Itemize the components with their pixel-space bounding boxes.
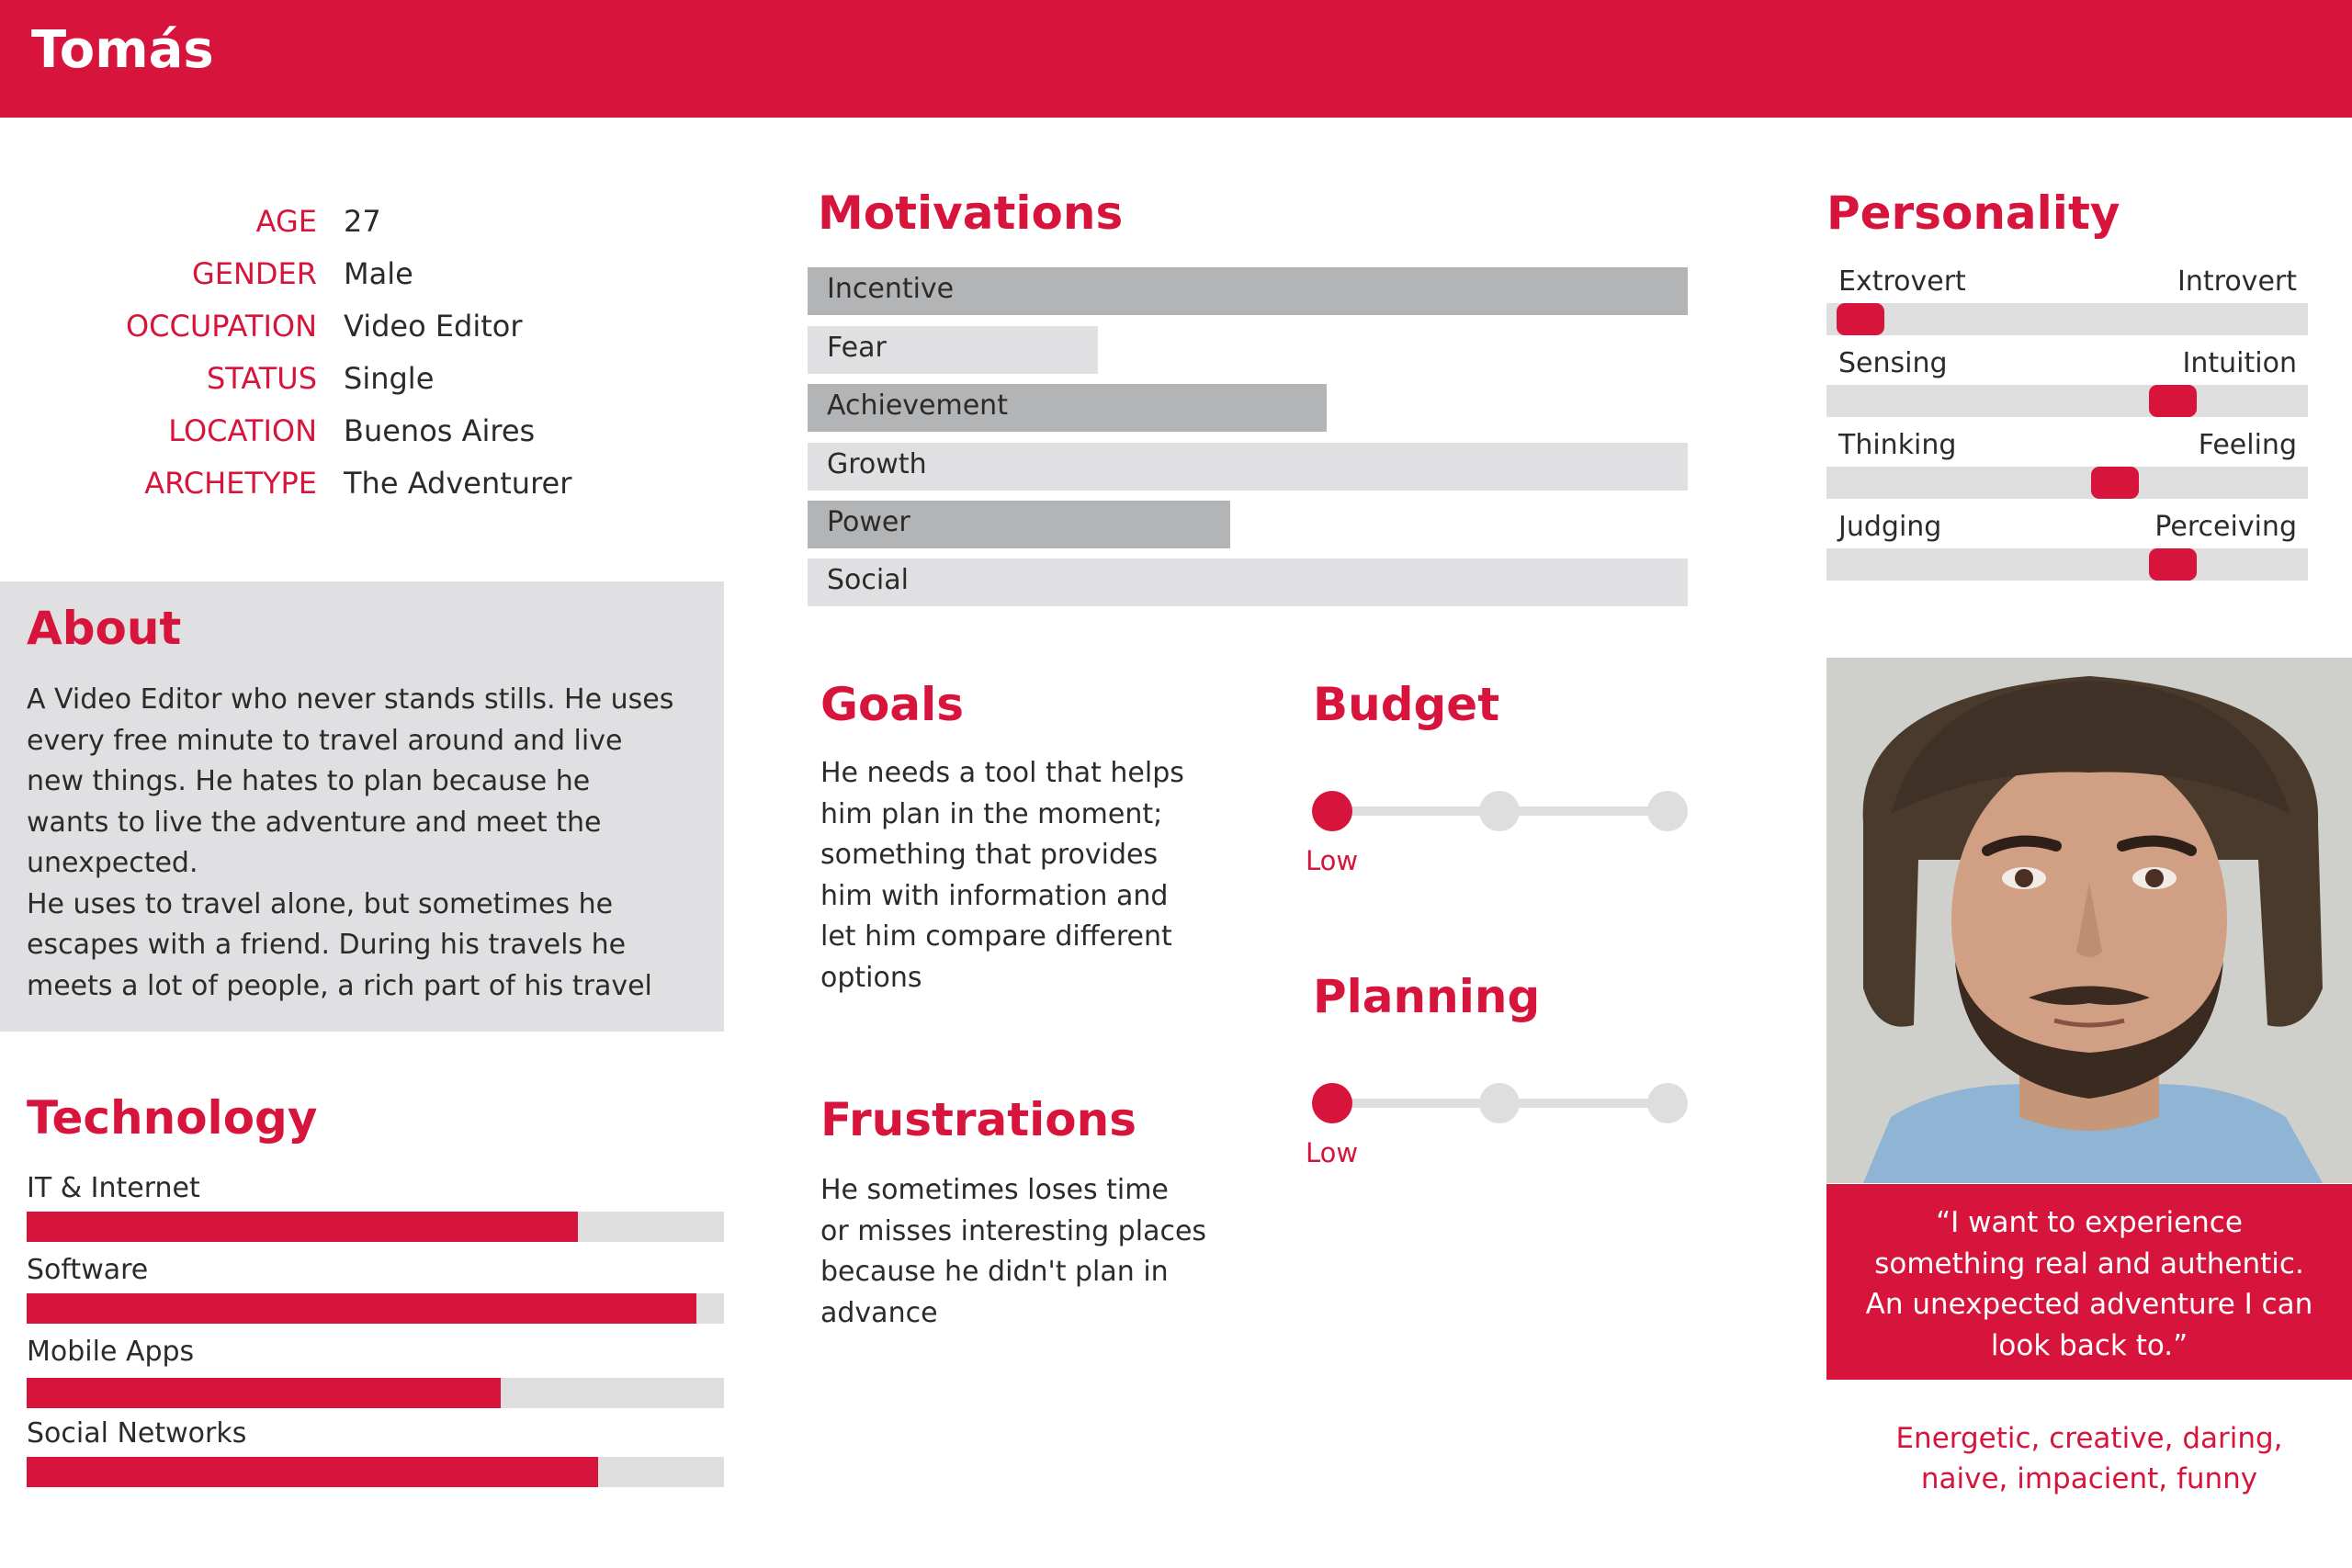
personality-slider-thumb xyxy=(1837,303,1884,335)
info-value: Buenos Aires xyxy=(344,413,536,448)
motivation-label: Achievement xyxy=(827,389,1008,422)
info-label: AGE xyxy=(255,204,317,239)
goals-line: options xyxy=(820,961,922,994)
motivation-label: Fear xyxy=(827,332,887,364)
motivation-label: Growth xyxy=(827,448,927,480)
motivation-bar xyxy=(808,558,1688,606)
info-label: OCCUPATION xyxy=(125,309,317,344)
info-row-occupation xyxy=(0,309,698,355)
about-line: wants to live the adventure and meet the xyxy=(27,806,602,839)
quote-line: An unexpected adventure I can xyxy=(1865,1288,2313,1321)
info-row-status xyxy=(0,361,698,407)
personality-right-label: Intuition xyxy=(2182,347,2297,379)
info-label: ARCHETYPE xyxy=(144,466,317,501)
tech-label: Software xyxy=(27,1254,149,1286)
planning-scale-dot xyxy=(1647,1083,1688,1123)
planning-scale-dot xyxy=(1479,1083,1520,1123)
frustrations-line: because he didn't plan in xyxy=(820,1256,1169,1288)
quote-line: something real and authentic. xyxy=(1874,1247,2304,1280)
persona-photo xyxy=(1826,658,2352,1183)
tech-label: Social Networks xyxy=(27,1417,247,1450)
about-text xyxy=(27,680,716,1007)
motivation-bar xyxy=(808,443,1688,491)
about-line: He uses to travel alone, but sometimes he xyxy=(27,887,614,920)
goals-line: him with information and xyxy=(820,879,1169,912)
quote-line: “I want to experience xyxy=(1936,1206,2243,1239)
motivation-bar xyxy=(808,326,1098,374)
quote-line: look back to.” xyxy=(1990,1328,2188,1362)
budget-scale-dot xyxy=(1647,791,1688,831)
info-value: 27 xyxy=(344,204,381,239)
planning-title: Planning xyxy=(1313,970,1541,1023)
goals-line: He needs a tool that helps xyxy=(820,757,1184,789)
tech-bar-fill xyxy=(27,1457,598,1487)
motivation-bar-fill xyxy=(808,558,1688,606)
personality-slider-track xyxy=(1826,548,2308,581)
info-label: LOCATION xyxy=(168,413,317,448)
tech-label: IT & Internet xyxy=(27,1172,200,1204)
planning-caption: Low xyxy=(1306,1137,1359,1168)
frustrations-title: Frustrations xyxy=(820,1093,1137,1146)
technology-title: Technology xyxy=(27,1091,318,1145)
personality-left-label: Sensing xyxy=(1838,347,1948,379)
frustrations-line: or misses interesting places xyxy=(820,1214,1207,1247)
about-line: unexpected. xyxy=(27,847,198,879)
personality-title: Personality xyxy=(1826,186,2120,240)
header-bar xyxy=(0,0,2352,118)
personality-slider-thumb xyxy=(2091,467,2139,499)
goals-text xyxy=(820,753,1225,998)
tech-bar-fill xyxy=(27,1293,696,1324)
budget-scale-dot xyxy=(1312,791,1352,831)
personality-slider-track xyxy=(1826,303,2308,335)
motivation-label: Incentive xyxy=(827,273,955,305)
motivation-bar xyxy=(808,501,1230,548)
about-line: new things. He hates to plan because he xyxy=(27,765,591,797)
about-line: meets a lot of people, a rich part of his travel xyxy=(27,969,652,1002)
planning-scale-dot xyxy=(1312,1083,1352,1123)
goals-title: Goals xyxy=(820,678,965,731)
budget-scale-dot xyxy=(1479,791,1520,831)
tech-bar-fill xyxy=(27,1212,578,1242)
about-line: every free minute to travel around and live xyxy=(27,724,623,757)
persona-name: Tomás xyxy=(31,20,214,80)
tech-label: Mobile Apps xyxy=(27,1336,195,1368)
personality-right-label: Feeling xyxy=(2198,429,2297,461)
personality-right-label: Perceiving xyxy=(2154,511,2297,543)
motivation-bar-fill xyxy=(808,443,1688,491)
quote-text xyxy=(1826,1202,2352,1366)
info-value: Male xyxy=(344,256,413,291)
budget-caption: Low xyxy=(1306,845,1359,876)
personality-left-label: Extrovert xyxy=(1838,265,1966,298)
quote-box xyxy=(1826,1184,2352,1380)
motivation-label: Power xyxy=(827,506,910,538)
traits-summary xyxy=(1826,1418,2352,1499)
personality-right-label: Introvert xyxy=(2177,265,2297,298)
info-value: Video Editor xyxy=(344,309,523,344)
info-label: STATUS xyxy=(206,361,317,396)
persona-portrait-illustration xyxy=(1826,658,2352,1183)
personality-slider-track xyxy=(1826,467,2308,499)
personality-slider-track xyxy=(1826,385,2308,417)
motivation-bar xyxy=(808,267,1688,315)
personality-left-label: Judging xyxy=(1838,511,1942,543)
info-value: Single xyxy=(344,361,435,396)
motivations-title: Motivations xyxy=(818,186,1124,240)
info-value: The Adventurer xyxy=(344,466,572,501)
info-label: GENDER xyxy=(191,256,317,291)
tech-bar-track xyxy=(27,1457,724,1487)
personality-slider-thumb xyxy=(2149,548,2197,581)
about-line: escapes with a friend. During his travels he xyxy=(27,929,627,961)
traits-line: naive, impacient, funny xyxy=(1920,1462,2258,1495)
frustrations-line: advance xyxy=(820,1296,938,1329)
goals-line: let him compare different xyxy=(820,920,1172,953)
info-list xyxy=(0,204,698,501)
frustrations-line: He sometimes loses time xyxy=(820,1174,1169,1206)
about-title: About xyxy=(27,602,182,655)
tech-bar-track xyxy=(27,1212,724,1242)
motivation-label: Social xyxy=(827,564,909,596)
personality-left-label: Thinking xyxy=(1838,429,1957,461)
info-row-gender xyxy=(0,256,698,302)
frustrations-text xyxy=(820,1170,1225,1334)
budget-title: Budget xyxy=(1313,678,1500,731)
info-row-location xyxy=(0,413,698,459)
motivation-bar xyxy=(808,384,1327,432)
tech-bar-fill xyxy=(27,1378,501,1408)
info-row-archetype xyxy=(0,466,698,512)
goals-line: him plan in the moment; xyxy=(820,797,1163,830)
personality-slider-thumb xyxy=(2149,385,2197,417)
tech-bar-track xyxy=(27,1293,724,1324)
goals-line: something that provides xyxy=(820,839,1159,871)
tech-bar-track xyxy=(27,1378,724,1408)
about-line: A Video Editor who never stands stills. He uses xyxy=(27,683,674,716)
info-row-age xyxy=(0,204,698,250)
traits-line: Energetic, creative, daring, xyxy=(1895,1422,2283,1455)
